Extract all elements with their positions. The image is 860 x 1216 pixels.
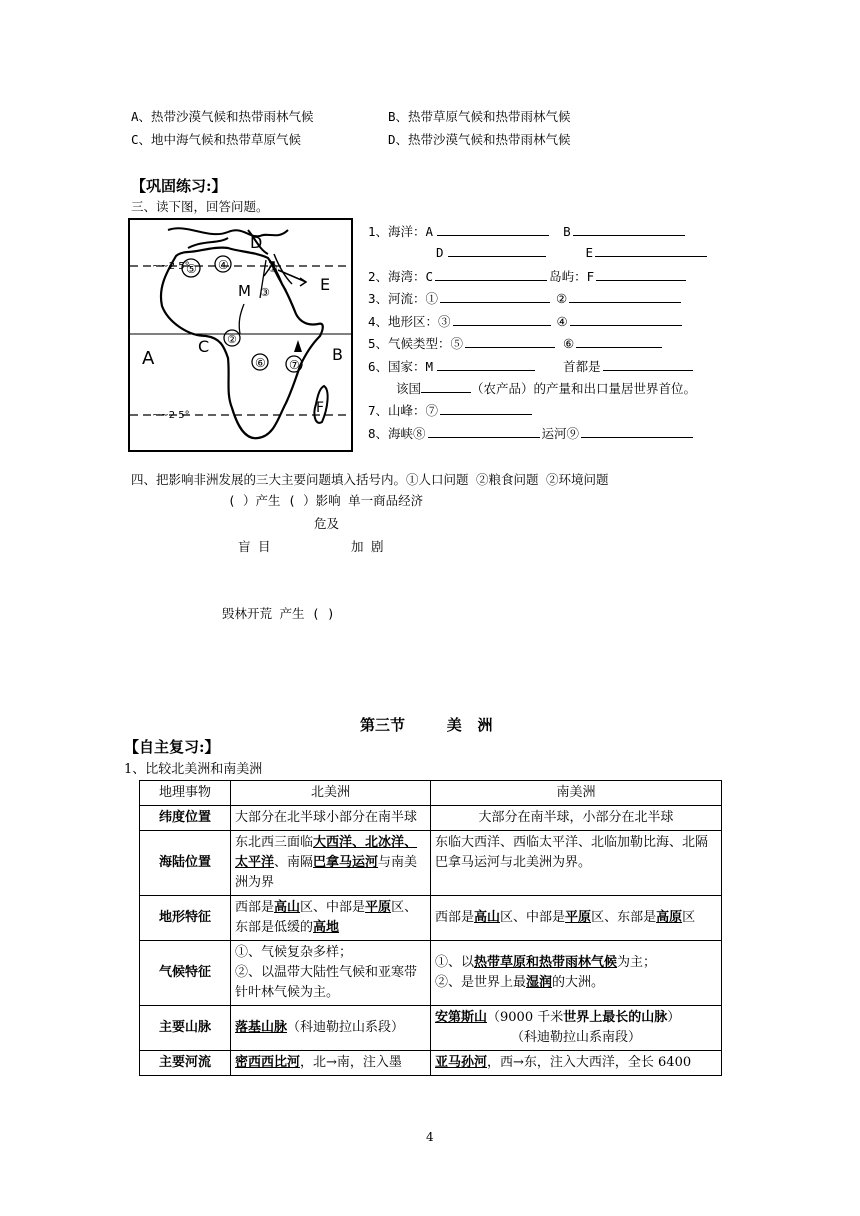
- table-row: [140, 831, 722, 896]
- item-8: 8、海峡⑧ 运河⑨: [368, 424, 693, 442]
- table-row: [140, 1006, 722, 1051]
- comparison-table: [139, 780, 722, 1076]
- table-row: [140, 806, 722, 831]
- map-lat-south: ~~2 5°: [152, 410, 190, 421]
- page-number: 4: [426, 1130, 434, 1144]
- table-header-row: [140, 781, 722, 806]
- option-a: A、热带沙漠气候和热带雨林气候: [131, 109, 314, 124]
- cell-sa-sea-land: 东临大西洋、西临太平洋、北临加勒比海、北隔巴拿马运河与北美洲为界。: [431, 831, 722, 896]
- row-label-river: 主要河流: [140, 1051, 231, 1076]
- option-c: C、地中海气候和热带草原气候: [131, 132, 302, 147]
- map-label-2: ②: [227, 333, 237, 346]
- item-3: 3、河流：① ②: [368, 289, 681, 307]
- map-label-M: M: [238, 282, 251, 300]
- cell-na-river: 密西西比河，北→南，注入墨: [231, 1051, 431, 1076]
- map-label-5: ⑤: [186, 262, 197, 276]
- map-label-6: ⑥: [255, 356, 266, 370]
- map-label-7: ⑦: [289, 358, 300, 372]
- diagram-row-3a: 盲 目: [238, 539, 271, 554]
- diagram-row-2: 危及: [314, 516, 340, 531]
- cell-sa-latitude: 大部分在南半球，小部分在北半球: [431, 806, 722, 831]
- cell-sa-climate: ①、以热带草原和热带雨林气候为主； ②、是世界上最湿润的大洲。: [431, 941, 722, 1006]
- item-6: 6、国家：M 首都是: [368, 357, 693, 375]
- practice-heading: 【巩固练习:】: [131, 177, 227, 195]
- section-title: 第三节 美 洲: [360, 716, 493, 734]
- africa-map: [128, 218, 353, 452]
- diagram-row-3b: 加 剧: [351, 539, 384, 554]
- item-4: 4、地形区：③ ④: [368, 312, 682, 330]
- item-7: 7、山峰：⑦: [368, 401, 532, 419]
- table-row: [140, 1051, 722, 1076]
- row-label-mountain: 主要山脉: [140, 1006, 231, 1051]
- diagram-row-1: ( ）产生 ( ）影响 单一商品经济: [228, 493, 424, 508]
- cell-sa-mountain: 安第斯山（9000 千米世界上最长的山脉） （科迪勒拉山系南段）: [431, 1006, 722, 1051]
- diagram-row-4: 毁林开荒 产生 ( ): [222, 606, 335, 621]
- map-label-D: D: [250, 233, 263, 252]
- map-label-4: ④: [218, 258, 229, 272]
- cell-na-mountain: 落基山脉（科迪勒拉山系段）: [231, 1006, 431, 1051]
- cell-na-latitude: 大部分在北半球小部分在南半球: [231, 806, 431, 831]
- cell-sa-terrain: 西部是高山区、中部是平原区、东部是高原区: [431, 896, 722, 941]
- header-item: 地理事物: [140, 781, 231, 806]
- row-label-terrain: 地形特征: [140, 896, 231, 941]
- map-label-F: F: [316, 400, 325, 416]
- map-label-C: C: [198, 337, 210, 356]
- map-label-3: ③: [260, 286, 270, 299]
- item-6-line-2: 该国 （农产品）的产量和出口量居世界首位。: [396, 381, 697, 396]
- table-row: [140, 941, 722, 1006]
- item-5: 5、气候类型：⑤ ⑥: [368, 334, 662, 352]
- table-row: [140, 896, 722, 941]
- cell-na-climate: ①、气候复杂多样； ②、以温带大陆性气候和亚寒带针叶林气候为主。: [231, 941, 431, 1006]
- option-b: B、热带草原气候和热带雨林气候: [388, 109, 571, 124]
- row-label-climate: 气候特征: [140, 941, 231, 1006]
- question-3: 三、读下图，回答问题。: [131, 199, 269, 214]
- map-lat-north: ~~2 5°: [152, 261, 190, 272]
- header-south-america: 南美洲: [431, 781, 722, 806]
- cell-na-terrain: 西部是高山区、中部是平原区、东部是低缓的高地: [231, 896, 431, 941]
- question-1: 1、比较北美洲和南美洲: [124, 762, 263, 777]
- item-1-line-1: 1、海洋：A B: [368, 222, 685, 240]
- cell-sa-river: 亚马孙河，西→东，注入大西洋，全长 6400: [431, 1051, 722, 1076]
- header-north-america: 北美洲: [231, 781, 431, 806]
- item-2: 2、海湾：C 岛屿：F: [368, 267, 686, 285]
- option-d: D、热带沙漠气候和热带雨林气候: [388, 132, 571, 147]
- map-label-B: B: [332, 345, 343, 364]
- map-label-A: A: [142, 348, 155, 369]
- question-4: 四、把影响非洲发展的三大主要问题填入括号内。①人口问题 ②粮食问题 ②环境问题: [131, 472, 609, 487]
- map-label-1: ①: [268, 262, 278, 275]
- row-label-latitude: 纬度位置: [140, 806, 231, 831]
- review-heading: 【自主复习:】: [124, 738, 220, 756]
- cell-na-sea-land: 东北西三面临大西洋、北冰洋、太平洋、南隔巴拿马运河与南美洲为界: [231, 831, 431, 896]
- item-1-line-2: D E: [436, 244, 707, 260]
- row-label-sea-land: 海陆位置: [140, 831, 231, 896]
- map-label-E: E: [320, 275, 331, 294]
